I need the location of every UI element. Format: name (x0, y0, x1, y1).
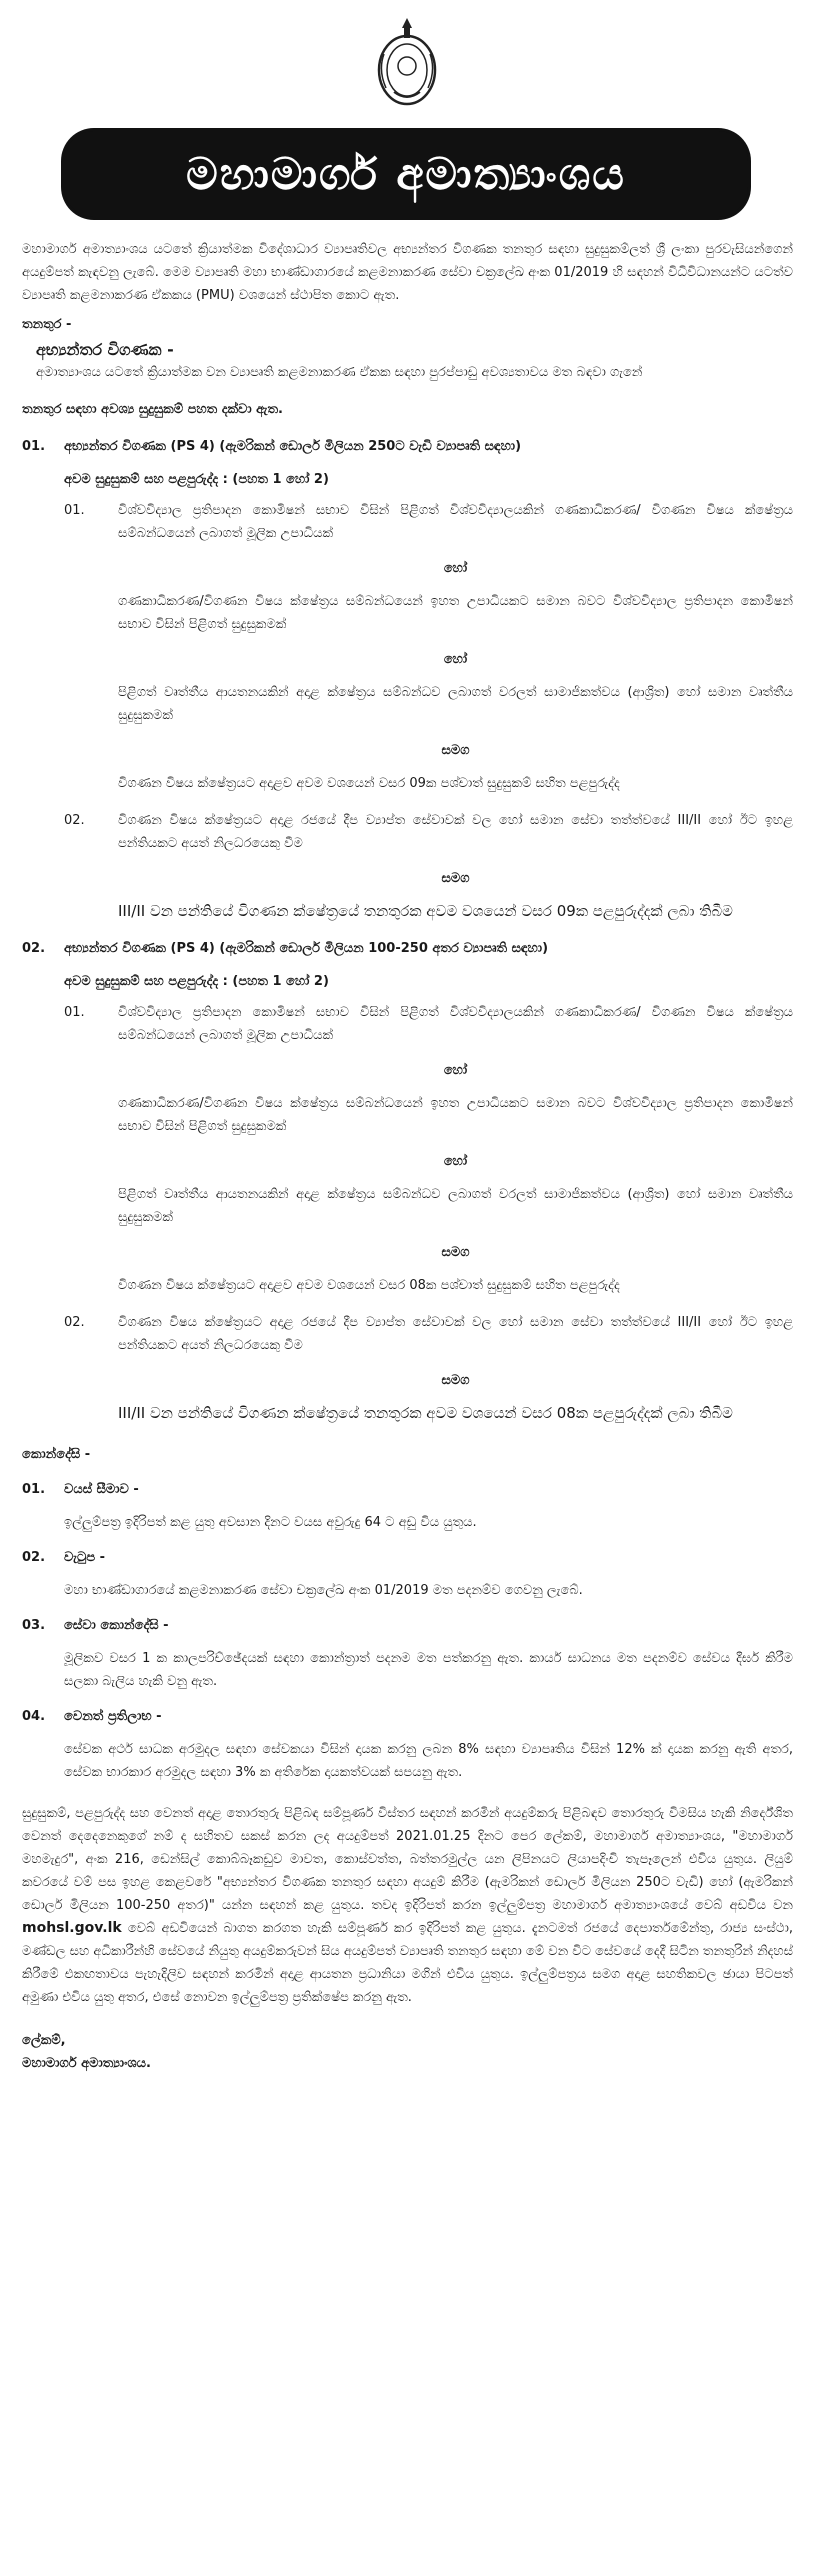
ministry-website-link[interactable]: mohsl.gov.lk (22, 1920, 122, 1936)
section-heading: 02. අභ්‍යන්තර විගණක (PS 4) (ඇමරිකන් ඩොලර් මිලියන 100-250 අතර ව්‍යාපෘති සඳහා) (22, 941, 549, 956)
condition-other-benefits: 04. වෙනත් ප්‍රතිලාභ - සේවක අර්ථ සාධක අරමුදල සඳහා සේවකයා විසින් දායක කරනු ලබන 8% සඳහා ව්‍යාපෘතිය විසින් 12% ක් දායක කරනු ඇති අතර, සේවක භාරකාර අරමුදල සඳහා 3% ක අතිරේක දායකත්වයක් සපයනු ඇත. (22, 1709, 793, 1780)
signatory-org: මහාමාර්ග අමාත්‍යාංශය. (22, 2056, 151, 2071)
conditions-title: කොන්දේසි - (22, 1447, 91, 1462)
condition-service-terms: 03. සේවා කොන්දේසි - මූලිකව වසර 1 ක කාලපරිච්ඡේදයක් සඳහා කොන්ත්‍රාත් පදනම මත පත්කරනු ඇත. කාර්ය සාධනය මත පදනම්ව සේවය දීර්ඝ කිරීම සලකා බැලිය හැකි වනු ඇත. (22, 1618, 793, 1689)
application-instructions: සුදුසුකම්, පළපුරුද්ද සහ වෙනත් අදාළ තොරතුරු පිළිබඳ සම්පූර්ණ විස්තර සඳහන් කරමින් අයදුම්කරු පිළිබඳව තොරතුරු විමසිය හැකි නිර්දේශිත වෙනත් දෙදෙනෙකුගේ නම් ද සහිතව සකස් කරන ලද අයදුම්පත් 2021.01.25 දිනට පෙර ලේකම්, මහාමාර්ග අමාත්‍යාංශය, "මහාමාර්ග මහමැදුර", අංක 216, ඩෙන්සිල් කොබ්බෑකඩුව මාවත, කොස්වත්ත, බත්තරමුල්ල යන ලිපිනයට ලියාපදිංචි තැපෑලෙන් එවිය යුතුය. ලියුම් කවරයේ වම් පස ඉහළ කෙළවරේ "අභ්‍යන්තර විගණක තනතුර සඳහා අයදුම් කිරීම (ඇමරිකන් ඩොලර් මිලියන 250ට වැඩි) හෝ (ඇමරිකන් ඩොලර් මිලියන 100-250 අතර)" යන්න සඳහන් කළ යුතුය. තවද ඉදිරිපත් කරන ඉල්ලුම්පත්‍ර මහාමාර්ග අමාත්‍යාංශයේ වෙබ් අඩවිය වන mohsl.gov.lk වෙබ් අඩවියෙන් බාගත කරගත හැකි සම්පූර්ණ කර ඉදිරිපත් කළ යුතුය. දැනටමත් රජයේ දෙපාර්තමේන්තු, රාජ්‍ය සංස්ථා, මණ්ඩල සහ අධිකාරීන්හි සේවයේ නියුතු අයදුම්කරුවන් සිය අයදුම්පත් ව්‍යාපෘති තනතුර සඳහා මේ වන විට සේවයේ දෙදී සිටින තනතුරින් නිදහස් කිරීමේ එකඟතාවය පැහැදිලිව සඳහන් කරමින් අදාළ ආයතන ප්‍රධානියා මගින් එවිය යුතුය. ඉල්ලුම්පත්‍රය සමග අදාළ සහතිකවල ඡායා පිටපත් අමුණා එවිය යුතු අතර, එසේ නොවන ඉල්ලුම්පත්‍ර ප්‍රතික්ෂේප කරනු ඇත. (22, 1806, 794, 2005)
post-name: අභ්‍යන්තර විගණක - (36, 340, 174, 359)
post-label: තනතුර - (22, 317, 72, 332)
post-section-2 (22, 937, 793, 1425)
advertisement-body (22, 238, 793, 2075)
criterion-1: 01. විශ්වවිද්‍යාල ප්‍රතිපාදන කොමිෂන් සභාව විසින් පිළිගත් විශ්වවිද්‍යාලයකින් ගණකාධිකරණ/ විගණන විෂය ක්ෂේත්‍රය සම්බන්ධයෙන් ලබාගත් මූලික උපාධියක් (64, 1005, 793, 1043)
or-separator: හෝ (443, 1154, 468, 1169)
qualification-heading: අවම සුදුසුකම් සහ පළපුරුද්ද : (පහත 1 හෝ 2) (64, 472, 329, 487)
and-separator: සමග (441, 1373, 470, 1388)
ministry-title-banner (64, 131, 748, 217)
experience-requirement: III/II වන පන්තියේ විගණන ක්ෂේත්‍රයේ තනතුරක අවම වශයෙන් වසර 09ක පළපුරුද්දක් ලබා තිබීම (118, 902, 733, 920)
experience-requirement: විගණන විෂය ක්ෂේත්‍රයට අදාළව අවම වශයෙන් වසර 08ක පශ්චාත් සුදුසුකම් සහිත පළපුරුද්ද (118, 1278, 620, 1293)
post-description: අමාත්‍යාංශය යටතේ ක්‍රියාත්මක වන ව්‍යාපෘති කළමනාකරණ ඒකක සඳහා පුරප්පාඩු අවශ්‍යතාවය මත බඳවා ගැනේ (36, 365, 643, 380)
signatory-title: ලේකම්, (22, 2033, 66, 2048)
alt-qualification: පිළිගත් වෘත්තීය ආයතනයකින් අදාළ ක්ෂේත්‍රය සම්බන්ධව ලබාගත් වරලත් සාමාජිකත්වය (ආශ්‍රිත) හෝ සමාන වෘත්තීය සුදුසුකමක් (118, 1187, 793, 1225)
sri-lanka-emblem-icon (372, 14, 442, 114)
and-separator: සමග (441, 743, 470, 758)
condition-age: 01. වයස් සීමාව - ඉල්ලුම්පත්‍ර ඉදිරිපත් කළ යුතු අවසාන දිනට වයස අවුරුදු 64 ට අඩු විය යුතුය. (22, 1482, 477, 1530)
criterion-1: 01. විශ්වවිද්‍යාල ප්‍රතිපාදන කොමිෂන් සභාව විසින් පිළිගත් විශ්වවිද්‍යාලයකින් ගණකාධිකරණ/ විගණන විෂය ක්ෂේත්‍රය සම්බන්ධයෙන් ලබාගත් මූලික උපාධියක් (64, 503, 793, 541)
post-section-1 (22, 435, 793, 923)
and-separator: සමග (441, 871, 470, 886)
intro-paragraph: මහාමාර්ග අමාත්‍යාංශය යටතේ ක්‍රියාත්මක විදේශාධාර ව්‍යාපෘතිවල අභ්‍යන්තර විගණක තනතුර සඳහා සුදුසුකම්ලත් ශ්‍රී ලංකා පුරවැසියන්ගෙන් අයදුම්පත් කැඳවනු ලැබේ. මෙම ව්‍යාපෘති මහා භාණ්ඩාගාරයේ කළමනාකරණ සේවා චක්‍රලේඛ අංක 01/2019 හි සඳහන් විධිවිධානයන්ට යටත්ව ව්‍යාපෘති කළමනාකරණ ඒකකය (PMU) වශයෙන් ස්ථාපිත කොට ඇත. (22, 242, 793, 303)
and-separator: සමග (441, 1245, 470, 1260)
ministry-title: මහාමාර්ග අමාත්‍යාංශය (186, 148, 626, 200)
experience-requirement: III/II වන පන්තියේ විගණන ක්ෂේත්‍රයේ තනතුරක අවම වශයෙන් වසර 08ක පළපුරුද්දක් ලබා තිබීම (118, 1404, 733, 1422)
signature-block (22, 2029, 793, 2075)
qualification-intro: තනතුර සඳහා අවශ්‍ය සුදුසුකම් පහත දක්වා ඇත. (22, 402, 283, 417)
or-separator: හෝ (443, 652, 468, 667)
section-heading: 01. අභ්‍යන්තර විගණක (PS 4) (ඇමරිකන් ඩොලර් මිලියන 250ට වැඩි ව්‍යාපෘති සඳහා) (22, 439, 522, 454)
or-separator: හෝ (443, 1063, 468, 1078)
criterion-2: 02. විගණන විෂය ක්ෂේත්‍රයට අදාළ රජයේ දීප ව්‍යාප්ත සේවාවක් වල හෝ සමාන සේවා තත්ත්වයේ III/II හෝ ඊට ඉහළ පන්තියකට අයත් නිලධරයෙකු වීම (64, 813, 793, 851)
alt-qualification: ගණකාධිකරණ/විගණන විෂය ක්ෂේත්‍රය සම්බන්ධයෙන් ඉහත උපාධියකට සමාන බවට විශ්වවිද්‍යාල ප්‍රතිපාදන කොමිෂන් සභාව විසින් පිළිගත් සුදුසුකමක් (118, 1096, 793, 1134)
condition-salary: 02. වැටුප - මහා භාණ්ඩාගාරයේ කළමනාකරණ සේවා චක්‍රලේඛ අංක 01/2019 මත පදනම්ව ගෙවනු ලැබේ. (22, 1550, 583, 1598)
alt-qualification: ගණකාධිකරණ/විගණන විෂය ක්ෂේත්‍රය සම්බන්ධයෙන් ඉහත උපාධියකට සමාන බවට විශ්වවිද්‍යාල ප්‍රතිපාදන කොමිෂන් සභාව විසින් පිළිගත් සුදුසුකමක් (118, 594, 793, 632)
qualification-heading: අවම සුදුසුකම් සහ පළපුරුද්ද : (පහත 1 හෝ 2) (64, 974, 329, 989)
criterion-2: 02. විගණන විෂය ක්ෂේත්‍රයට අදාළ රජයේ දීප ව්‍යාප්ත සේවාවක් වල හෝ සමාන සේවා තත්ත්වයේ III/II හෝ ඊට ඉහළ පන්තියකට අයත් නිලධරයෙකු වීම (64, 1315, 793, 1353)
or-separator: හෝ (443, 561, 468, 576)
alt-qualification: පිළිගත් වෘත්තීය ආයතනයකින් අදාළ ක්ෂේත්‍රය සම්බන්ධව ලබාගත් වරලත් සාමාජිකත්වය (ආශ්‍රිත) හෝ සමාන වෘත්තීය සුදුසුකමක් (118, 685, 793, 723)
experience-requirement: විගණන විෂය ක්ෂේත්‍රයට අදාළව අවම වශයෙන් වසර 09ක පශ්චාත් සුදුසුකම් සහිත පළපුරුද්ද (118, 776, 620, 791)
